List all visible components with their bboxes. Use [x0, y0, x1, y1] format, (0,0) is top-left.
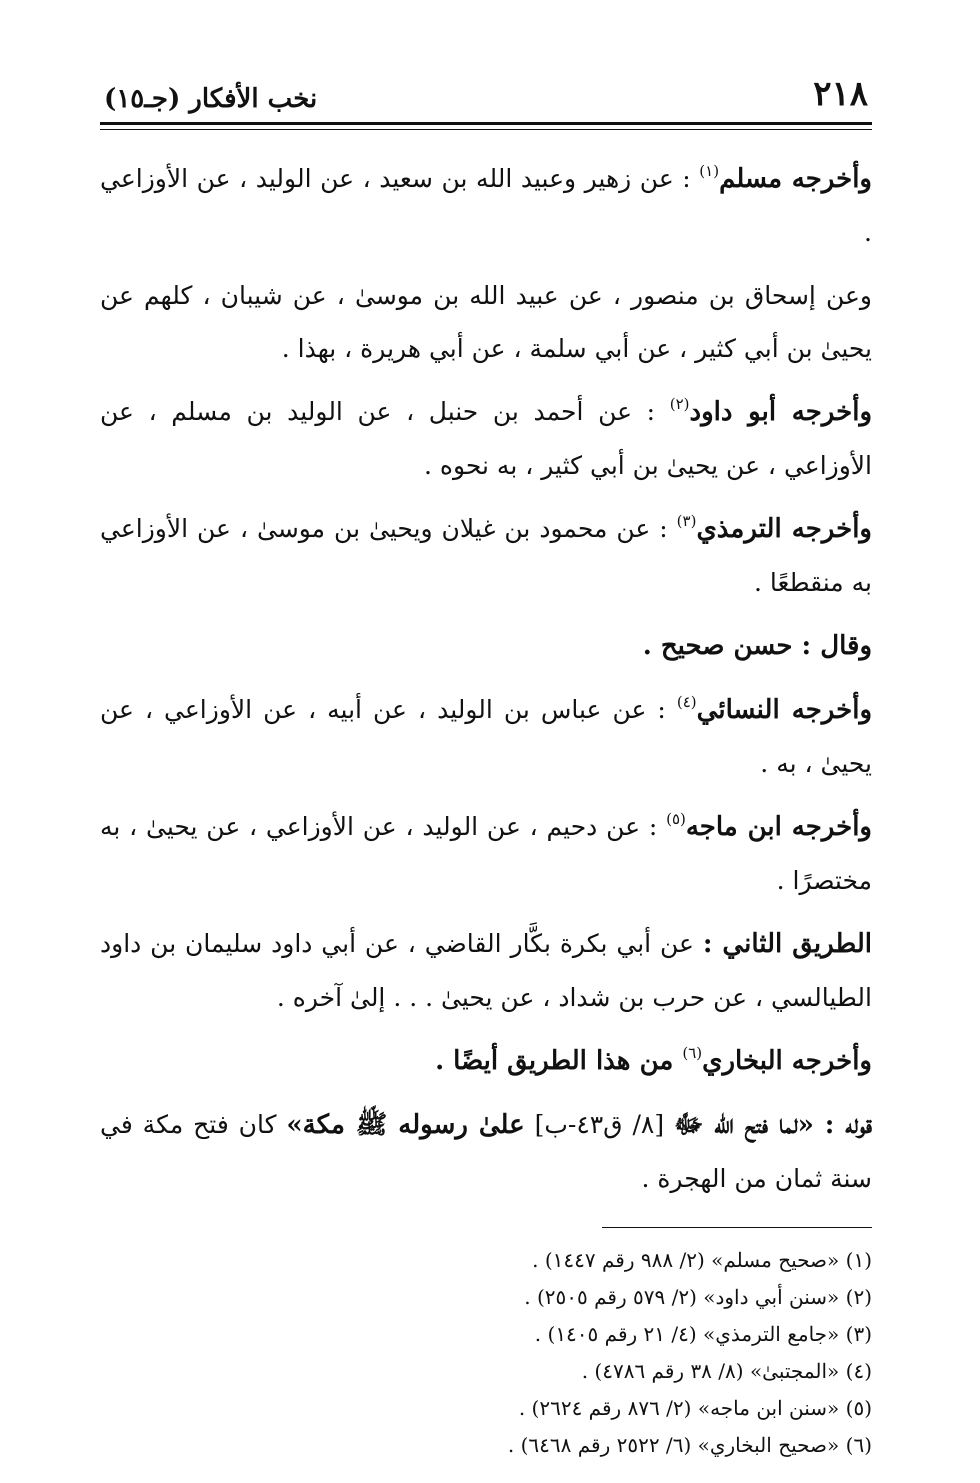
paragraph-text: : عن دحيم ، عن الوليد ، عن الأوزاعي ، عن يحيىٰ ، به مختصرًا . [100, 812, 872, 895]
footnote: (٣) «جامع الترمذي» (٤/ ٢١ رقم ١٤٠٥) . [534, 1322, 872, 1346]
paragraph [100, 800, 872, 907]
footnote-ref: (٢) [669, 395, 690, 413]
paragraph [100, 1098, 872, 1205]
paragraph-lead: وأخرجه مسلم [719, 164, 872, 194]
paragraph-lead: وقال : حسن صحيح . [642, 631, 872, 661]
footnote-ref: (٣) [676, 512, 697, 530]
paragraph [100, 269, 872, 375]
paragraph-lead-continued: علىٰ رسوله ﷺ مكة» [286, 1110, 525, 1140]
book-page [0, 66, 980, 1483]
footnote: (٦) «صحيح البخاري» (٦/ ٢٥٢٢ رقم ٦٤٦٨) . [507, 1433, 872, 1457]
paragraph [100, 1034, 872, 1088]
paragraph-text-bold: من هذا الطريق أيضًا . [435, 1046, 683, 1076]
paragraph [100, 152, 872, 259]
header-rule-thin [100, 129, 872, 130]
footnote: (٢) «سنن أبي داود» (٢/ ٥٧٩ رقم ٢٥٠٥) . [524, 1285, 872, 1309]
footnote-ref: (٥) [666, 810, 686, 828]
paragraph-lead: قوله : «لما فتح الله ﷻ [673, 1110, 873, 1140]
paragraph-text: : عن محمود بن غيلان ويحيىٰ بن موسىٰ ، عن الأوزاعي به منقطعًا . [100, 514, 872, 597]
paragraph-text: كان فتح مكة في سنة ثمان من الهجرة . [100, 1110, 872, 1193]
paragraph-lead: وأخرجه البخاري [702, 1046, 872, 1076]
paragraph-text: : عن عباس بن الوليد ، عن أبيه ، عن الأوزاعي ، عن يحيىٰ ، به . [100, 695, 872, 778]
footnote-ref: (١) [699, 162, 720, 180]
paragraph-lead: وأخرجه أبو داود [689, 397, 872, 427]
paragraph-lead: وأخرجه الترمذي [696, 514, 872, 544]
header-rule-thick [100, 122, 872, 125]
paragraph-lead: الطريق الثاني : [702, 929, 872, 959]
footnote-ref: (٦) [682, 1044, 703, 1062]
paragraph [100, 502, 872, 609]
footnote: (٥) «سنن ابن ماجه» (٢/ ٨٧٦ رقم ٢٦٢٤) . [518, 1396, 872, 1420]
paragraph-lead: وأخرجه ابن ماجه [685, 812, 872, 842]
paragraph [100, 917, 872, 1024]
main-text [100, 152, 872, 1205]
footnotes [100, 1242, 872, 1464]
paragraph [100, 683, 872, 790]
paragraph-text: : عن أحمد بن حنبل ، عن الوليد بن مسلم ، عن الأوزاعي ، عن يحيىٰ بن أبي كثير ، به نحوه . [100, 397, 872, 480]
manuscript-ref: [٨/ ق٤٣-ب] [524, 1110, 674, 1139]
footnote-ref: (٤) [676, 693, 697, 711]
footnote: (٤) «المجتبىٰ» (٨/ ٣٨ رقم ٤٧٨٦) . [581, 1359, 872, 1383]
paragraph-text: : عن زهير وعبيد الله بن سعيد ، عن الوليد ، عن الأوزاعي . [100, 164, 872, 247]
paragraph-text: عن أبي بكرة بكَّار القاضي ، عن أبي داود سليمان بن داود الطيالسي ، عن حرب بن شداد ، عن يحيىٰ . . . إلىٰ آخره . [100, 929, 872, 1012]
page-number: ٢١٨ [813, 74, 868, 114]
footnote: (١) «صحيح مسلم» (٢/ ٩٨٨ رقم ١٤٤٧) . [532, 1248, 872, 1272]
paragraph [100, 385, 872, 492]
paragraph [100, 619, 872, 673]
page-header [100, 66, 872, 120]
paragraph-text: وعن إسحاق بن منصور ، عن عبيد الله بن موسىٰ ، عن شيبان ، كلهم عن يحيىٰ بن أبي كثير ، عن أبي سلمة ، عن أبي هريرة ، بهذا . [100, 281, 872, 363]
footnote-rule [602, 1227, 872, 1228]
paragraph-lead: وأخرجه النسائي [696, 695, 872, 725]
running-title: نخب الأفكار (جـ١٥) [104, 84, 318, 114]
